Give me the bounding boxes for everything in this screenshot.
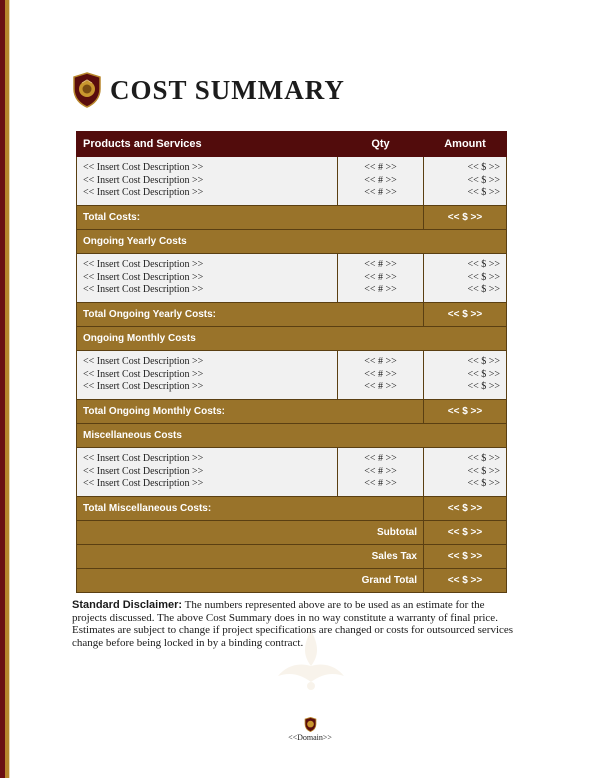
qty-value: << # >> <box>364 381 397 393</box>
ongoing-monthly-heading-row <box>77 327 507 351</box>
total-ongoing-monthly-row <box>77 400 507 424</box>
qty-header: Qty <box>338 132 424 157</box>
amount-value: << $ >> <box>467 284 500 296</box>
page-title: COST SUMMARY <box>110 74 345 105</box>
footer-lion-shield-icon <box>304 717 317 732</box>
amount-cell <box>424 157 507 206</box>
amount-value: << $ >> <box>467 174 500 186</box>
footer-domain: <<Domain>> <box>288 733 332 742</box>
qty-value: << # >> <box>364 187 397 199</box>
cost-description: << Insert Cost Description >> <box>83 187 204 199</box>
ongoing-monthly-heading: Ongoing Monthly Costs <box>77 327 507 351</box>
total-costs-row <box>77 206 507 230</box>
products-header: Products and Services <box>77 132 338 157</box>
disclaimer-text: The numbers represented above are to be used as an estimate for the projects discussed. The above Cost Summary does in no way constitute a warranty of final price. Estimates are subject to change if project specifications are changed or costs for outsourced services change before being locked in by a binding contract. <box>72 599 514 649</box>
qty-value: << # >> <box>364 174 397 186</box>
qty-cell <box>338 157 424 206</box>
qty-value: << # >> <box>364 356 397 368</box>
table-header-row <box>77 132 507 157</box>
cost-description: << Insert Cost Description >> <box>83 259 204 271</box>
misc-heading: Miscellaneous Costs <box>77 424 507 448</box>
qty-cell <box>338 351 424 400</box>
table-row <box>77 448 507 497</box>
page-header <box>72 72 345 108</box>
qty-value: << # >> <box>364 284 397 296</box>
amount-cell <box>424 351 507 400</box>
total-ongoing-monthly-label: Total Ongoing Monthly Costs: <box>77 400 424 424</box>
subtotal-label: Subtotal <box>77 521 424 545</box>
amount-value: << $ >> <box>467 259 500 271</box>
disclaimer-lead: Standard Disclaimer: <box>72 599 183 611</box>
cost-description: << Insert Cost Description >> <box>83 271 204 283</box>
qty-value: << # >> <box>364 465 397 477</box>
description-cell <box>77 448 338 497</box>
subtotal-value: << $ >> <box>424 521 507 545</box>
total-ongoing-monthly-value: << $ >> <box>424 400 507 424</box>
subtotal-row <box>77 521 507 545</box>
amount-cell <box>424 448 507 497</box>
ongoing-yearly-heading-row <box>77 230 507 254</box>
qty-cell <box>338 254 424 303</box>
total-costs-value: << $ >> <box>424 206 507 230</box>
cost-description: << Insert Cost Description >> <box>83 465 204 477</box>
grand-total-value: << $ >> <box>424 569 507 593</box>
total-ongoing-yearly-label: Total Ongoing Yearly Costs: <box>77 303 424 327</box>
total-ongoing-yearly-value: << $ >> <box>424 303 507 327</box>
amount-value: << $ >> <box>467 356 500 368</box>
qty-value: << # >> <box>364 478 397 490</box>
left-light-bar <box>9 0 10 778</box>
description-cell <box>77 157 338 206</box>
standard-disclaimer <box>72 599 522 649</box>
table-row <box>77 157 507 206</box>
amount-value: << $ >> <box>467 187 500 199</box>
amount-cell <box>424 254 507 303</box>
grand-total-row <box>77 569 507 593</box>
total-misc-value: << $ >> <box>424 497 507 521</box>
amount-value: << $ >> <box>467 271 500 283</box>
ongoing-yearly-heading: Ongoing Yearly Costs <box>77 230 507 254</box>
table-row <box>77 254 507 303</box>
misc-heading-row <box>77 424 507 448</box>
total-costs-label: Total Costs: <box>77 206 424 230</box>
amount-value: << $ >> <box>467 381 500 393</box>
cost-description: << Insert Cost Description >> <box>83 162 204 174</box>
amount-value: << $ >> <box>467 162 500 174</box>
cost-description: << Insert Cost Description >> <box>83 284 204 296</box>
amount-value: << $ >> <box>467 368 500 380</box>
amount-value: << $ >> <box>467 478 500 490</box>
cost-description: << Insert Cost Description >> <box>83 356 204 368</box>
qty-value: << # >> <box>364 259 397 271</box>
qty-value: << # >> <box>364 162 397 174</box>
description-cell <box>77 254 338 303</box>
qty-value: << # >> <box>364 453 397 465</box>
description-cell <box>77 351 338 400</box>
sales-tax-row <box>77 545 507 569</box>
qty-value: << # >> <box>364 271 397 283</box>
lion-shield-icon <box>72 72 102 108</box>
total-ongoing-yearly-row <box>77 303 507 327</box>
total-misc-label: Total Miscellaneous Costs: <box>77 497 424 521</box>
cost-description: << Insert Cost Description >> <box>83 381 204 393</box>
amount-value: << $ >> <box>467 453 500 465</box>
cost-description: << Insert Cost Description >> <box>83 453 204 465</box>
table-row <box>77 351 507 400</box>
grand-total-label: Grand Total <box>77 569 424 593</box>
cost-description: << Insert Cost Description >> <box>83 478 204 490</box>
cost-description: << Insert Cost Description >> <box>83 368 204 380</box>
qty-cell <box>338 448 424 497</box>
amount-header: Amount <box>424 132 507 157</box>
total-misc-row <box>77 497 507 521</box>
sales-tax-value: << $ >> <box>424 545 507 569</box>
amount-value: << $ >> <box>467 465 500 477</box>
qty-value: << # >> <box>364 368 397 380</box>
cost-description: << Insert Cost Description >> <box>83 174 204 186</box>
sales-tax-label: Sales Tax <box>77 545 424 569</box>
cost-summary-table <box>76 131 507 593</box>
